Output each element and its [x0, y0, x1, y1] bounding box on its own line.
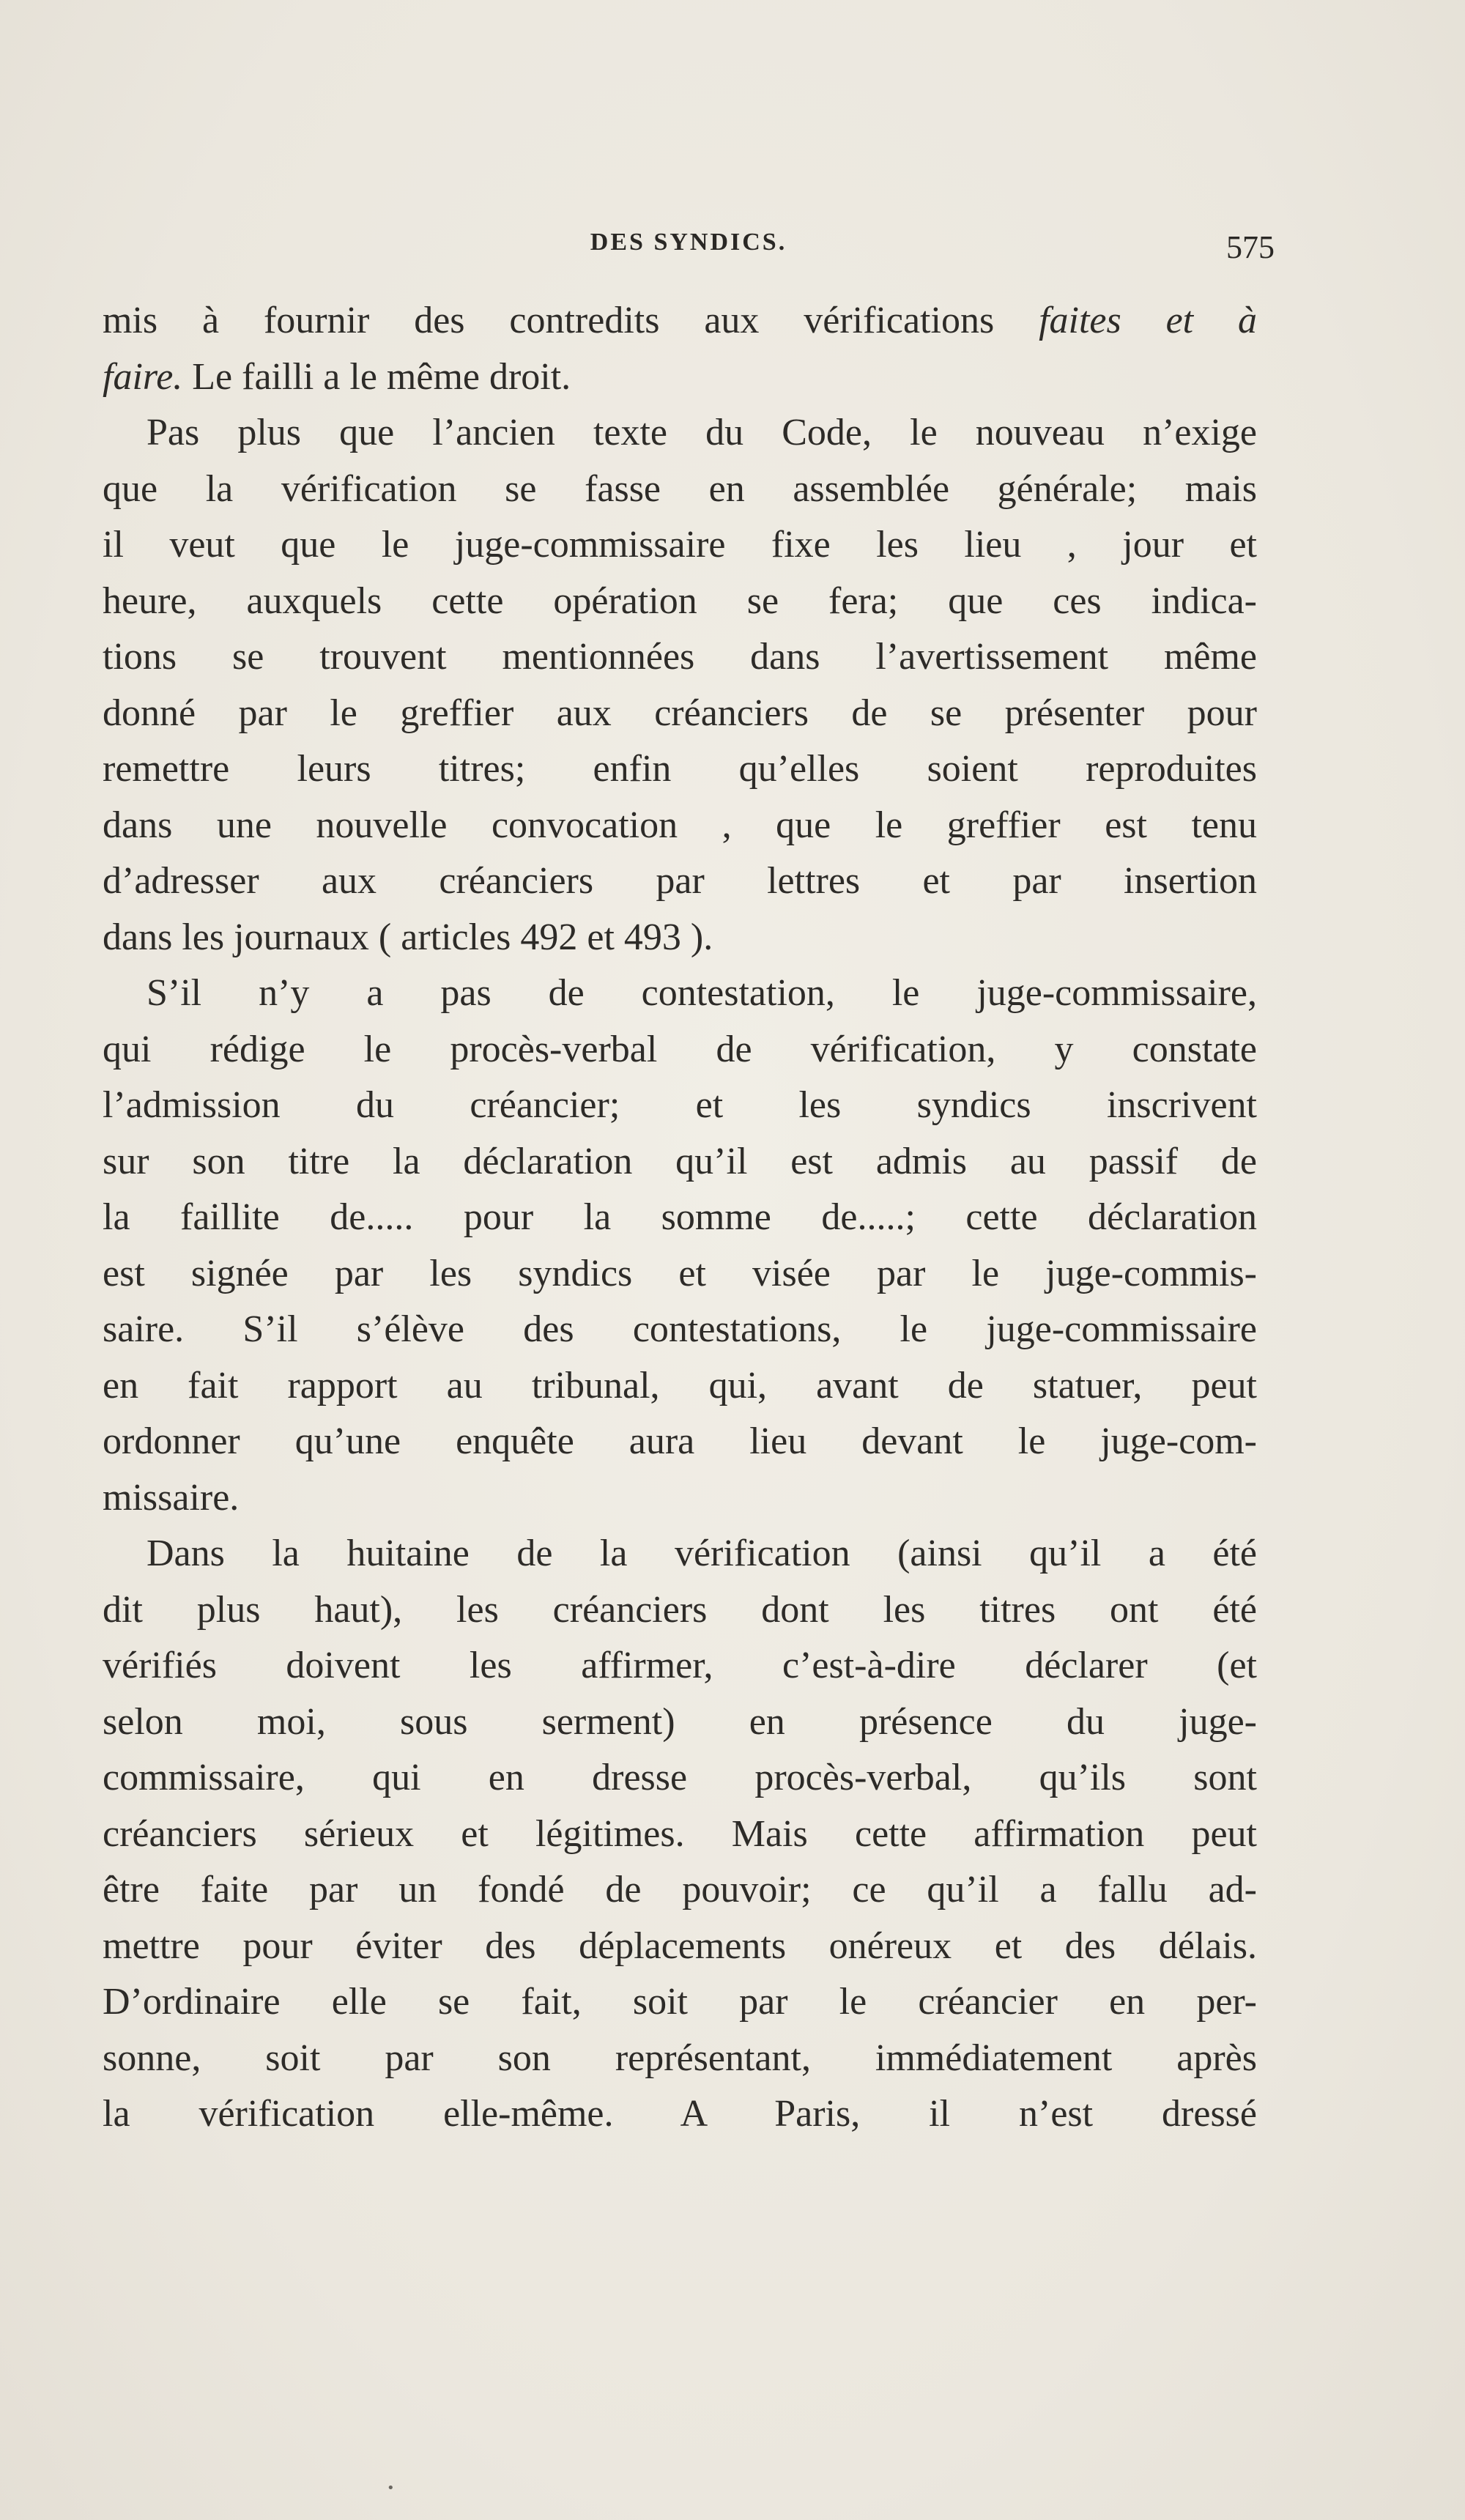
- text-line: est signée par les syndics et visée par le juge-commis-: [103, 1252, 1257, 1294]
- text-line: mettre pour éviter des déplacements onéreux et des délais.: [103, 1924, 1257, 1967]
- text-line: selon moi, sous serment) en présence du juge-: [103, 1700, 1257, 1743]
- page-number: 575: [1226, 229, 1275, 265]
- text-line: Pas plus que l’ancien texte du Code, le nouveau n’exige: [146, 412, 1257, 453]
- text-line: être faite par un fondé de pouvoir; ce qu’il a fallu ad-: [103, 1869, 1257, 1911]
- text-line: d’adresser aux créanciers par lettres et par insertion: [103, 860, 1257, 902]
- text-line: [103, 293, 1257, 349]
- text-line: Dans la huitaine de la vérification (ainsi qu’il a été: [146, 1533, 1257, 1574]
- text-line: tions se trouvent mentionnées dans l’avertissement même: [103, 636, 1257, 678]
- text-line: dans les journaux ( articles 492 et 493 ).: [103, 916, 713, 958]
- text-line: commissaire, qui en dresse procès-verbal, qu’ils sont: [103, 1757, 1257, 1798]
- text-line: sonne, soit par son représentant, immédiatement après: [103, 2037, 1257, 2079]
- text-line: donné par le greffier aux créanciers de se présenter pour: [103, 692, 1257, 734]
- text-line: sur son titre la déclaration qu’il est admis au passif de: [103, 1140, 1257, 1182]
- text-line: dit plus haut), les créanciers dont les titres ont été: [103, 1588, 1257, 1631]
- text-line: la faillite de..... pour la somme de.....; cette déclaration: [103, 1196, 1257, 1238]
- text-line: heure, auxquels cette opération se fera; que ces indica-: [103, 579, 1257, 622]
- text-line: l’admission du créancier; et les syndics inscrivent: [103, 1084, 1257, 1126]
- running-title: DES SYNDICS.: [590, 229, 787, 256]
- text-line: que la vérification se fasse en assemblée générale; mais: [103, 467, 1257, 510]
- text-line: missaire.: [103, 1476, 240, 1519]
- text-line: la vérification elle-même. A Paris, il n’est dressé: [103, 2093, 1257, 2135]
- text-line: qui rédige le procès-verbal de vérification, y constate: [103, 1028, 1257, 1070]
- text-line: D’ordinaire elle se fait, soit par le créancier en per-: [103, 1981, 1257, 2023]
- running-head: [103, 229, 1275, 265]
- text-line: en fait rapport au tribunal, qui, avant de statuer, peut: [103, 1364, 1257, 1407]
- body-text: [103, 293, 1257, 2143]
- text-line: il veut que le juge-commissaire fixe les lieu , jour et: [103, 524, 1257, 566]
- text-line: vérifiés doivent les affirmer, c’est-à-dire déclarer (et: [103, 1645, 1257, 1686]
- text-line: [103, 349, 1257, 406]
- italic-fragment: faire.: [103, 355, 183, 398]
- text-line: S’il n’y a pas de contestation, le juge-commissaire,: [146, 972, 1257, 1014]
- text-line: ordonner qu’une enquête aura lieu devant le juge-com-: [103, 1420, 1257, 1462]
- italic-fragment: faites et à: [1039, 300, 1257, 341]
- text-line: dans une nouvelle convocation , que le greffier est tenu: [103, 804, 1257, 846]
- text-line: saire. S’il s’élève des contestations, le juge-commissaire: [103, 1308, 1257, 1350]
- text-fragment: mis à fournir des contredits aux vérifications: [103, 300, 1039, 341]
- text-line: créanciers sérieux et légitimes. Mais cette affirmation peut: [103, 1812, 1257, 1855]
- text-fragment: Le failli a le même droit.: [182, 355, 571, 398]
- text-line: remettre leurs titres; enfin qu’elles soient reproduites: [103, 748, 1257, 790]
- printer-mark: •: [387, 2480, 395, 2496]
